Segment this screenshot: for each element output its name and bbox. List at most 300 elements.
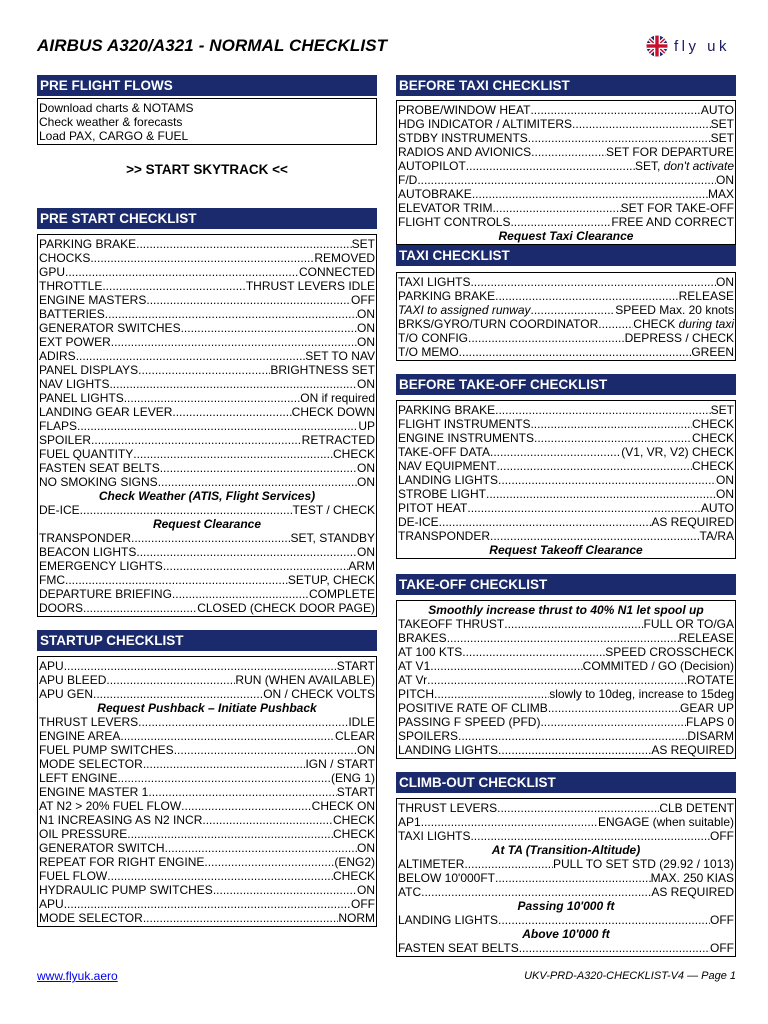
checklist-item-label [398,345,459,359]
item-label-text: FLIGHT INSTRUMENTS [398,417,531,431]
checklist-row [397,829,735,843]
checklist-row [397,659,735,673]
checklist-item-value [263,687,375,701]
checklist-item-value [651,871,734,885]
item-label-text: THRUST LEVERS [398,801,498,815]
item-label-text: ENGINE MASTER 1 [39,785,149,799]
checklist-item-label [398,701,548,715]
checklist-item-label [39,251,90,265]
checklist-item-label [398,173,417,187]
item-value-text: SET [710,131,734,145]
leader-dots [83,601,197,615]
checklist-item-value [711,131,734,145]
item-label-text: MODE SELECTOR [39,911,143,925]
checklist-item-value [711,403,734,417]
checklist-item-value [687,673,734,687]
item-label-text: PARKING BRAKE [398,289,496,303]
checklist-item-label [398,673,427,687]
item-label-text: AUTOPILOT [398,159,466,173]
item-label-text: T/O MEMO [398,345,459,359]
checklist-item-value [337,785,375,799]
item-value-text: ROTATE [687,673,734,687]
website-link[interactable]: www.flyuk.aero [37,969,118,983]
checklist-row [397,885,735,899]
checklist-note: Request Takeoff Clearance [489,543,643,557]
checklist-item-label [39,729,120,743]
leader-dots [64,659,337,673]
checklist-item-value [312,799,375,813]
checklist-note: At TA (Transition-Altitude) [491,843,641,857]
leader-dots [421,815,598,829]
checklist-item-label [39,279,102,293]
checklist-row [38,587,376,601]
checklist-item-value [687,729,734,743]
checklist-item-value [583,659,734,673]
leader-dots [530,417,692,431]
before-taxi-header: BEFORE TAXI CHECKLIST [396,75,736,96]
checklist-item-label [39,841,165,855]
leader-dots [133,447,333,461]
checklist-row [397,515,735,529]
leader-dots [466,159,635,173]
checklist-item-label [39,673,106,687]
item-value-text: RELEASE [678,631,734,645]
item-value-italic: don't activate [663,159,734,173]
leader-dots [143,911,339,925]
item-value-text: CLOSED (CHECK DOOR PAGE) [197,601,375,615]
leader-dots [496,459,692,473]
checklist-row [397,673,735,687]
checklist-note: Passing 10'000 ft [517,899,615,913]
item-value-text: CHECK [332,447,375,461]
leader-dots [531,145,606,159]
checklist-item-label [39,785,148,799]
item-label-text: SPOILERS [398,729,459,743]
leader-dots [430,659,582,673]
leader-dots [206,813,333,827]
item-value-text: BRIGHTNESS SET [270,363,375,377]
checklist-item-value [337,659,375,673]
checklist-item-value [357,377,375,391]
preflight-line: Check weather & forecasts [39,115,183,129]
leader-dots [136,545,357,559]
item-value-text: AS REQUIRED [651,743,734,757]
checklist-item-value [701,103,734,117]
checklist-item-value [197,601,375,615]
checklist-row [397,687,735,701]
item-value-text: ON [357,307,375,321]
checklist-item-value [357,883,375,897]
leader-dots [528,131,711,145]
checklist-item-value [270,363,375,377]
checklist-row [397,215,735,229]
leader-dots [548,701,680,715]
item-value-text: GREEN [691,345,734,359]
checklist-item-value [716,173,734,187]
checklist-item-value [711,117,734,131]
item-value-text: ON [716,275,734,289]
leader-dots [76,349,306,363]
checklist-item-value [333,447,375,461]
item-value-text: ON [357,335,375,349]
item-value-text: ON [716,173,734,187]
checklist-item-label [398,729,458,743]
item-value-text: SET [710,117,734,131]
checklist-row [38,897,376,911]
checklist-item-value [686,715,734,729]
leader-dots [468,331,625,345]
checklist-row [397,473,735,487]
checklist-row [397,617,735,631]
prestart-header: PRE START CHECKLIST [37,208,377,229]
leader-dots [106,673,235,687]
item-label-text: GPU [39,265,66,279]
leader-dots [490,445,621,459]
checklist-row [38,659,376,673]
checklist-row [38,405,376,419]
checklist-row [397,345,735,359]
item-value-text: CHECK [332,827,375,841]
checklist-item-label [39,531,131,545]
checklist-item-label [398,743,498,757]
item-value-text: CHECK [633,317,679,331]
checklist-note: Smoothly increase thrust to 40% N1 let spool up [428,603,704,617]
item-value-text: SET [710,403,734,417]
item-label-text: AT 100 KTS [398,645,463,659]
leader-dots [434,687,549,701]
checklist-item-value [621,201,734,215]
item-value-text: ON [357,841,375,855]
leader-dots [131,531,291,545]
item-label-text: ENGINE MASTERS [39,293,147,307]
item-label-text: ENGINE AREA [39,729,121,743]
item-label-text: POSITIVE RATE OF CLIMB [398,701,548,715]
item-label-text: TRANSPONDER [39,531,132,545]
leader-dots [486,487,716,501]
checklist-item-value [288,573,375,587]
checklist-row [38,503,376,517]
checklist-item-value [300,391,375,405]
checklist-item-label [398,473,498,487]
checklist-item-value [357,307,375,321]
item-value-text: RUN (WHEN AVAILABLE) [235,673,375,687]
item-value-text: MAX. 250 KIAS [650,871,734,885]
item-label-text: ATC [398,885,422,899]
checklist-row [38,293,376,307]
item-value-text: ON if required [300,391,375,405]
item-label-text: REPEAT FOR RIGHT ENGINE [39,855,205,869]
item-value-text: COMPLETE [308,587,375,601]
checklist-item-label [398,715,540,729]
item-value-text: ARM [348,559,375,573]
checklist-item-label [39,377,109,391]
checklist-item-label [39,799,181,813]
checklist-item-label [39,559,163,573]
leader-dots [172,587,309,601]
checklist-item-label [39,659,64,673]
item-value-text: FREE AND CORRECT [611,215,734,229]
item-label-text: BRAKES [398,631,447,645]
item-value-text: ON [357,461,375,475]
checklist-item-value [305,349,375,363]
item-label-text: NAV LIGHTS [39,377,110,391]
climbout-header: CLIMB-OUT CHECKLIST [396,772,736,793]
leader-dots [427,673,687,687]
checklist-item-value [331,771,375,785]
takeoff-box [396,600,736,759]
item-label-text: AT N2 > 20% FUEL FLOW [39,799,182,813]
checklist-item-value [357,461,375,475]
taxi-header: TAXI CHECKLIST [396,245,736,266]
item-value-text: NORM [338,911,375,925]
leader-dots [213,883,357,897]
checklist-row [38,673,376,687]
checklist-item-label [39,813,206,827]
checklist-item-value [700,529,734,543]
leader-dots [204,855,334,869]
item-value-text: ON [357,545,375,559]
item-value-text: SPEED Max. 20 knots [615,303,734,317]
checklist-row [397,159,735,173]
checklist-row [397,459,735,473]
item-label-text: ALTIMETER [398,857,465,871]
checklist-item-value [553,857,734,871]
checklist-item-value [357,475,375,489]
checklist-item-value [293,503,375,517]
item-value-text: RELEASE [678,289,734,303]
checklist-item-label [398,815,421,829]
checklist-item-label [398,117,572,131]
checklist-item-value [291,531,375,545]
checklist-item-value [351,897,375,911]
union-jack-flag-icon [645,35,669,57]
leader-dots [495,289,679,303]
leader-dots [90,251,314,265]
checklist-row [38,349,376,363]
checklist-item-value [305,757,375,771]
leader-dots [459,345,692,359]
item-label-text: PROBE/WINDOW HEAT [398,103,531,117]
checklist-row [38,601,376,615]
checklist-item-label [39,715,138,729]
checklist-item-label [398,913,498,927]
checklist-item-value [691,345,734,359]
checklist-row [397,701,735,715]
checklist-row [38,475,376,489]
item-label-text: THROTTLE [39,279,103,293]
leader-dots [172,405,291,419]
checklist-item-label [39,265,65,279]
checklist-row [397,913,735,927]
before-taxi-box [396,100,736,245]
item-label-text: AUTOBRAKE [398,187,472,201]
logo-text: fly uk [674,37,731,55]
checklist-item-label [398,201,492,215]
leader-dots [519,941,710,955]
checklist-item-label [39,897,64,911]
leader-dots [439,515,652,529]
leader-dots [572,117,711,131]
checklist-item-label [39,405,172,419]
checklist-item-value [309,587,375,601]
item-label-text: TAXI LIGHTS [398,275,471,289]
item-label-text: APU GEN [39,687,94,701]
checklist-row [397,289,735,303]
leader-dots [117,771,331,785]
item-label-text: FUEL QUANTITY [39,447,134,461]
item-label-text: NAV EQUIPMENT [398,459,497,473]
checklist-item-label [398,431,534,445]
checklist-item-label [39,883,213,897]
item-label-text: LANDING LIGHTS [398,743,499,757]
leader-dots [102,279,246,293]
checklist-item-value [710,941,734,955]
checklist-row [397,871,735,885]
checklist-row [397,941,735,955]
checklist-item-value [357,545,375,559]
checklist-item-value [633,317,734,331]
item-label-text: EXT POWER [39,335,111,349]
leader-dots [146,293,351,307]
preflight-line: Download charts & NOTAMS [39,101,194,115]
item-label-text: TRANSPONDER [398,529,491,543]
leader-dots [138,363,270,377]
item-label-text: GENERATOR SWITCHES [39,321,181,335]
item-label-text: LANDING GEAR LEVER [39,405,173,419]
item-label-text: FMC [39,573,65,587]
leader-dots [510,215,611,229]
item-value-text: AS REQUIRED [651,885,734,899]
checklist-item-value [605,645,734,659]
checklist-row [38,715,376,729]
checklist-item-value [246,279,375,293]
item-value-text: ON [357,883,375,897]
item-label-text: F/D [398,173,418,187]
item-value-text: ENGAGE (when suitable) [597,815,734,829]
item-value-text: ON [357,377,375,391]
preflight-box [37,98,377,145]
item-value-text: OFF [351,293,375,307]
checklist-row [38,757,376,771]
item-value-text: (ENG 1) [330,771,375,785]
item-label-text: FLIGHT CONTROLS [398,215,511,229]
item-label-text: PITCH [398,687,434,701]
checklist-note: Request Taxi Clearance [498,229,634,243]
checklist-item-value [351,293,375,307]
checklist-item-value [357,841,375,855]
checklist-row [397,173,735,187]
item-value-text: ON / CHECK VOLTS [263,687,375,701]
checklist-item-value [635,159,734,173]
checklist-item-label [39,321,181,335]
item-label-text: APU [39,659,64,673]
checklist-item-value [679,631,734,645]
item-value-text: (ENG2) [334,855,375,869]
checklist-item-value [615,303,734,317]
checklist-item-label [398,871,495,885]
leader-dots [492,201,620,215]
checklist-item-label [398,289,495,303]
item-label-text: NO SMOKING SIGNS [39,475,158,489]
leader-dots [111,335,357,349]
item-value-text: AUTO [700,501,734,515]
item-label-text: PARKING BRAKE [39,237,137,251]
checklist-item-value [348,715,375,729]
item-label-text: AT Vr [398,673,428,687]
checklist-row [38,335,376,349]
item-label-text: ELEVATOR TRIM [398,201,493,215]
leader-dots [158,475,357,489]
item-value-text: ON [357,475,375,489]
leader-dots [470,275,716,289]
leader-dots [160,461,357,475]
item-value-text: SETUP, CHECK [287,573,375,587]
item-value-text: UP [358,419,375,433]
logo [645,35,730,57]
checklist-item-value [701,501,734,515]
checklist-item-value [680,701,734,715]
checklist-item-label [39,307,105,321]
checklist-item-label [398,445,490,459]
item-label-text: LANDING LIGHTS [398,913,499,927]
item-label-text: PASSING F SPEED (PFD) [398,715,541,729]
item-value-text: CHECK ON [311,799,375,813]
item-value-text: CHECK [691,459,734,473]
checklist-item-label [398,617,504,631]
checklist-note: Above 10'000 ft [522,927,610,941]
leader-dots [124,391,301,405]
preflight-line: Load PAX, CARGO & FUEL [39,129,189,143]
checklist-row [38,433,376,447]
checklist-row [38,729,376,743]
item-label-text: BEACON LIGHTS [39,545,137,559]
checklist-item-label [39,757,143,771]
checklist-row [397,201,735,215]
checklist-item-label [398,659,430,673]
checklist-row [397,303,735,317]
checklist-note: Check Weather (ATIS, Flight Services) [98,489,316,503]
leader-dots [504,617,643,631]
leader-dots [464,857,553,871]
item-value-text: CHECK [691,431,734,445]
checklist-item-label [398,103,530,117]
checklist-row [38,419,376,433]
leader-dots [65,265,299,279]
item-label-text: DE-ICE [39,503,80,517]
leader-dots [77,419,358,433]
checklist-row [397,103,735,117]
leader-dots [127,827,333,841]
leader-dots [498,743,651,757]
item-label-text: MODE SELECTOR [39,757,143,771]
checklist-item-label [39,349,76,363]
checklist-item-value [333,869,375,883]
checklist-item-value [357,335,375,349]
checklist-item-value [716,473,734,487]
item-value-text: SET FOR DEPARTURE [605,145,734,159]
leader-dots [107,869,333,883]
checklist-row [397,117,735,131]
checklist-item-value [625,331,734,345]
checklist-item-value [606,145,734,159]
item-label-text: BATTERIES [39,307,105,321]
item-value-text: FLAPS 0 [685,715,734,729]
checklist-row [38,785,376,799]
item-value-text: SET, [634,159,664,173]
checklist-item-value [679,289,734,303]
checklist-row [38,743,376,757]
item-value-text: SET, STANDBY [290,531,375,545]
